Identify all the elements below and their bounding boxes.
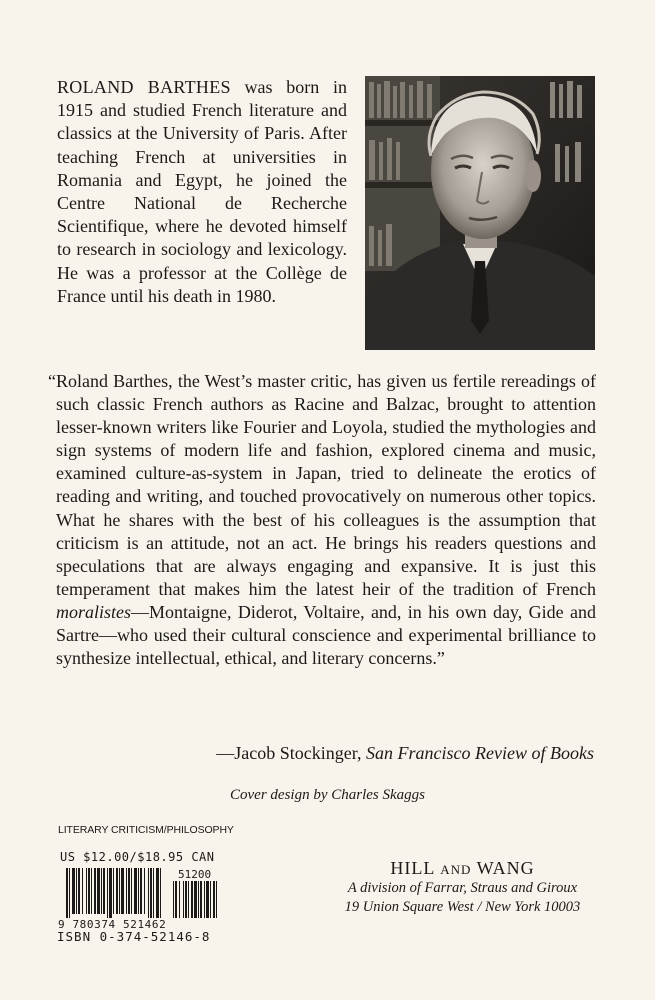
barcode [58, 866, 224, 930]
barcode-bar [97, 868, 100, 914]
barcode-addon-bar [185, 881, 187, 918]
barcode-bar [76, 868, 77, 914]
barcode-bar [82, 868, 83, 914]
price-label: US $12.00/$18.95 CAN [60, 850, 215, 864]
barcode-bar [107, 868, 108, 918]
barcode-addon-bar [210, 881, 211, 918]
publisher-block [330, 858, 595, 917]
barcode-bar [88, 868, 90, 914]
barcode-bar [131, 868, 132, 914]
barcode-addon-bar [204, 881, 205, 918]
barcode-addon-bar [188, 881, 189, 918]
barcode-bar [66, 868, 68, 918]
barcode-bar [72, 868, 75, 914]
publisher-name-first: HILL [390, 858, 441, 878]
barcode-bar [113, 868, 114, 914]
barcode-addon-bar [179, 881, 180, 918]
barcode-image [58, 866, 224, 930]
barcode-addon-bar [175, 881, 177, 918]
barcode-bar [148, 868, 149, 918]
publisher-name [330, 858, 595, 879]
barcode-bar [126, 868, 127, 914]
barcode-bar [116, 868, 118, 914]
barcode-addon-digits: 51200 [178, 868, 212, 881]
barcode-bar [94, 868, 96, 914]
author-bio [57, 76, 347, 308]
barcode-addon-bar [194, 881, 197, 918]
portrait-image [365, 76, 595, 350]
barcode-main-digits: 9 780374 521462 [58, 918, 167, 930]
publisher-division: A division of Farrar, Straus and Giroux [347, 880, 578, 896]
author-name: ROLAND BARTHES [57, 77, 231, 97]
review-quote [48, 370, 596, 670]
barcode-addon-bar [198, 881, 199, 918]
quote-attribution [56, 743, 594, 764]
barcode-addon-bar [206, 881, 209, 918]
barcode-bar [78, 868, 80, 914]
author-bio-text: was born in 1915 and studied French literature and classics at the University of Paris. After teaching French at universities in Romania and Egypt, he joined the Centre National de Recherche Scientifique, where he devoted himself to research in sociology and lexicology. He was a professor at the Collège de France until his death in 1980. [57, 77, 347, 306]
attribution-source: San Francisco Review of Books [366, 743, 594, 763]
barcode-bar [121, 868, 124, 914]
barcode-bar [91, 868, 92, 914]
barcode-addon-bar [216, 881, 217, 918]
barcode-bar [119, 868, 120, 914]
review-quote-text [48, 370, 596, 670]
barcode-bar [86, 868, 87, 914]
quote-italic-term: moralistes [56, 601, 132, 622]
cover-design-credit: Cover design by Charles Skaggs [230, 787, 425, 803]
publisher-name-last: WANG [471, 858, 535, 878]
barcode-bar [144, 868, 145, 914]
barcode-addon-bar [191, 881, 193, 918]
barcode-addon-bar [213, 881, 215, 918]
isbn-label: ISBN 0-374-52146-8 [57, 929, 211, 944]
barcode-bar [134, 868, 137, 914]
barcode-bar [150, 868, 152, 918]
barcode-bar [101, 868, 102, 914]
barcode-bar [103, 868, 105, 914]
barcode-addon-bar [183, 881, 184, 918]
category-label: LITERARY CRITICISM/PHILOSOPHY [58, 824, 234, 836]
barcode-bar [140, 868, 142, 914]
barcode-bar [138, 868, 139, 914]
barcode-bar [69, 868, 70, 918]
quote-part-1: “Roland Barthes, the West’s master critic, has given us fertile rereadings of such classic French authors as Racine and Balzac, brought to attention lesser-known writers like Fourier and Loyola, studied the mythologies and sign systems of modern life and fashion, explored cinema and music, examined culture-as-system in Japan, tried to delineate the erotics of reading and writing, and touched provocatively on numerous other topics. What he shares with the best of his colleagues is the assumption that criticism is an attitude, not an act. He brings his readers questions and speculations that are always engaging and expansive. It is just this temperament that makes him the latest heir of the tradition of French [48, 371, 596, 599]
barcode-bar [128, 868, 130, 914]
attribution-author: —Jacob Stockinger, [216, 743, 367, 763]
author-photo [365, 76, 595, 350]
barcode-bar [160, 868, 161, 918]
barcode-bar [153, 868, 154, 918]
publisher-address: 19 Union Square West / New York 10003 [344, 899, 581, 915]
barcode-addon-bar [173, 881, 174, 918]
barcode-addon-bar [200, 881, 202, 918]
quote-part-2: —Montaigne, Diderot, Voltaire, and, in his own day, Gide and Sartre—who used their cultural conscience and experimental brilliance to synthesize intellectual, ethical, and literary concerns.” [56, 601, 596, 669]
publisher-name-and: and [440, 858, 472, 878]
barcode-bar [109, 868, 112, 918]
barcode-bar [156, 868, 159, 918]
